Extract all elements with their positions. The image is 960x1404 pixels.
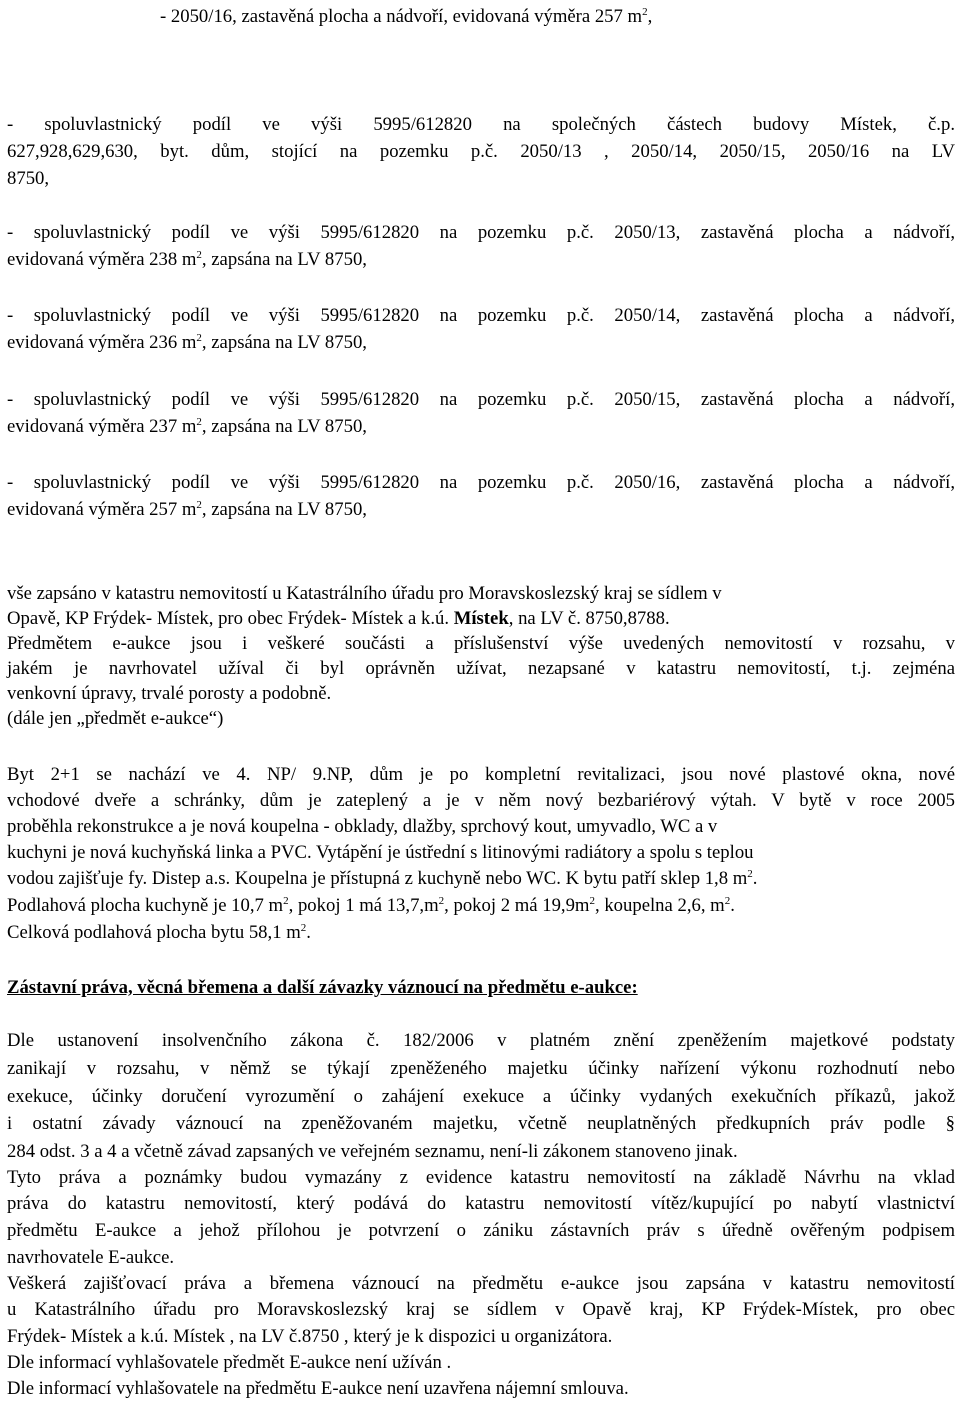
paragraph-line: venkovní úpravy, trvalé porosty a podobně. bbox=[7, 683, 332, 704]
paragraph-line: Tyto práva a poznámky budou vymazány z evidence katastru nemovitostí na základě Návrhu na vklad bbox=[7, 1167, 955, 1188]
paragraph-line: - spoluvlastnický podíl ve výši 5995/612820 na pozemku p.č. 2050/16, zastavěná plocha a nádvoří, bbox=[7, 472, 955, 493]
paragraph-line: evidovaná výměra 257 $m^2$, zapsána na LV 8750, bbox=[7, 498, 367, 520]
paragraph-line: Dle informací vyhlašovatele předmět E-aukce není užíván . bbox=[7, 1352, 452, 1373]
paragraph-line: evidovaná výměra 237 $m^2$, zapsána na LV 8750, bbox=[7, 415, 367, 437]
paragraph-line: jakém je navrhovatel užíval či byl oprávněn užívat, nezapsané v katastru nemovitostí, t.j. zejména bbox=[7, 658, 955, 679]
paragraph-line: 627,928,629,630, byt. dům, stojící na pozemku p.č. 2050/13 , 2050/14, 2050/15, 2050/16 na LV bbox=[7, 141, 955, 162]
paragraph-line: vchodové dveře a schránky, dům je zateplený a je v něm nový bezbariérový výtah. V bytě v roce 2005 bbox=[7, 790, 955, 811]
text: - 2050/16, zastavěná plocha a nádvoří, evidovaná výměra 257 m bbox=[160, 6, 643, 27]
paragraph-line: - spoluvlastnický podíl ve výši 5995/612820 na pozemku p.č. 2050/14, zastavěná plocha a nádvoří, bbox=[7, 305, 955, 326]
paragraph-line: Předmětem e-aukce jsou i veškeré součásti a příslušenství výše uvedených nemovitostí v rozsahu, v bbox=[7, 633, 955, 654]
paragraph-line: vodou zajišťuje fy. Distep a.s. Koupelna je přístupná z kuchyně nebo WC. K bytu patří sklep 1,8 $m^2$. bbox=[7, 867, 758, 889]
paragraph-line: Frýdek- Místek a k.ú. Místek , na LV č.8750 , který je k dispozici u organizátora. bbox=[7, 1326, 613, 1347]
section-heading: Zástavní práva, věcná břemena a další závazky váznoucí na předmětu e-aukce: bbox=[7, 977, 638, 998]
paragraph-line: 8750, bbox=[7, 168, 50, 189]
text: , bbox=[647, 6, 653, 27]
paragraph-line: 284 odst. 3 a 4 a včetně závad zapsaných ve veřejném seznamu, není-li zákonem stanoveno jinak. bbox=[7, 1141, 738, 1162]
paragraph-line: předmětu E-aukce a jehož přílohou je potvrzení o zániku zástavních práv s úředně ověřeným podpisem bbox=[7, 1220, 955, 1241]
paragraph-line: Podlahová plocha kuchyně je 10,7 $m^2$, pokoj 1 má $13,7,m^2$, pokoj 2 má $19,9m^2$, koupelna 2,6, $m^2$. bbox=[7, 894, 735, 916]
paragraph-line: exekuce, účinky doručení vyrozumění o zahájení exekuce a účinky vydaných exekučních příkazů, jakož bbox=[7, 1086, 955, 1107]
paragraph-line: u Katastrálního úřadu pro Moravskoslezský kraj se sídlem v Opavě kraj, KP Frýdek-Místek, pro obec bbox=[7, 1299, 955, 1320]
superscript: 2 bbox=[642, 5, 648, 18]
item-2050-16-header bbox=[160, 6, 652, 28]
paragraph-line: zanikají v rozsahu, v němž se týkají zpeněženého majetku účinky nařízení výkonu rozhodnutí nebo bbox=[7, 1058, 955, 1079]
bold-text: Místek bbox=[453, 608, 509, 629]
paragraph-line: Opavě, KP Frýdek- Místek, pro obec Frýdek- Místek a k.ú. Místek, na LV č. 8750,8788. bbox=[7, 608, 670, 629]
paragraph-line: (dále jen „předmět e-aukce“) bbox=[7, 708, 224, 729]
paragraph-line: evidovaná výměra 236 $m^2$, zapsána na LV 8750, bbox=[7, 331, 367, 353]
paragraph-line: kuchyni je nová kuchyňská linka a PVC. Vytápění je ústřední s litinovými radiátory a spolu s teplou bbox=[7, 842, 754, 863]
paragraph-line: Dle informací vyhlašovatele na předmětu E-aukce není uzavřena nájemní smlouva. bbox=[7, 1378, 629, 1399]
paragraph-line: Celková podlahová plocha bytu 58,1 $m^2$. bbox=[7, 921, 311, 943]
paragraph-line: - spoluvlastnický podíl ve výši 5995/612820 na pozemku p.č. 2050/15, zastavěná plocha a nádvoří, bbox=[7, 389, 955, 410]
paragraph-line: Veškerá zajišťovací práva a břemena váznoucí na předmětu e-aukce jsou zapsána v katastru nemovitostí bbox=[7, 1273, 955, 1294]
paragraph-line: práva do katastru nemovitostí, který podává do katastru nemovitostí vítěz/kupující po nabytí vlastnictví bbox=[7, 1193, 955, 1214]
paragraph-line: vše zapsáno v katastru nemovitostí u Katastrálního úřadu pro Moravskoslezský kraj se sídlem v bbox=[7, 583, 722, 604]
paragraph-line: proběhla rekonstrukce a je nová koupelna - obklady, dlažby, sprchový kout, umyvadlo, WC a v bbox=[7, 816, 718, 837]
paragraph-line: - spoluvlastnický podíl ve výši 5995/612820 na společných částech budovy Místek, č.p. bbox=[7, 114, 955, 135]
paragraph-line: evidovaná výměra 238 $m^2$, zapsána na LV 8750, bbox=[7, 248, 367, 270]
paragraph-line: Byt 2+1 se nachází ve 4. NP/ 9.NP, dům je po kompletní revitalizaci, jsou nové plastové okna, nové bbox=[7, 764, 955, 785]
paragraph-line: i ostatní závady váznoucí na zpeněžovaném majetku, včetně neuplatněných předkupních práv podle § bbox=[7, 1113, 955, 1134]
paragraph-line: - spoluvlastnický podíl ve výši 5995/612820 na pozemku p.č. 2050/13, zastavěná plocha a nádvoří, bbox=[7, 222, 955, 243]
paragraph-line: Dle ustanovení insolvenčního zákona č. 182/2006 v platném znění zpeněžením majetkové podstaty bbox=[7, 1030, 955, 1051]
paragraph-line: navrhovatele E-aukce. bbox=[7, 1247, 175, 1268]
